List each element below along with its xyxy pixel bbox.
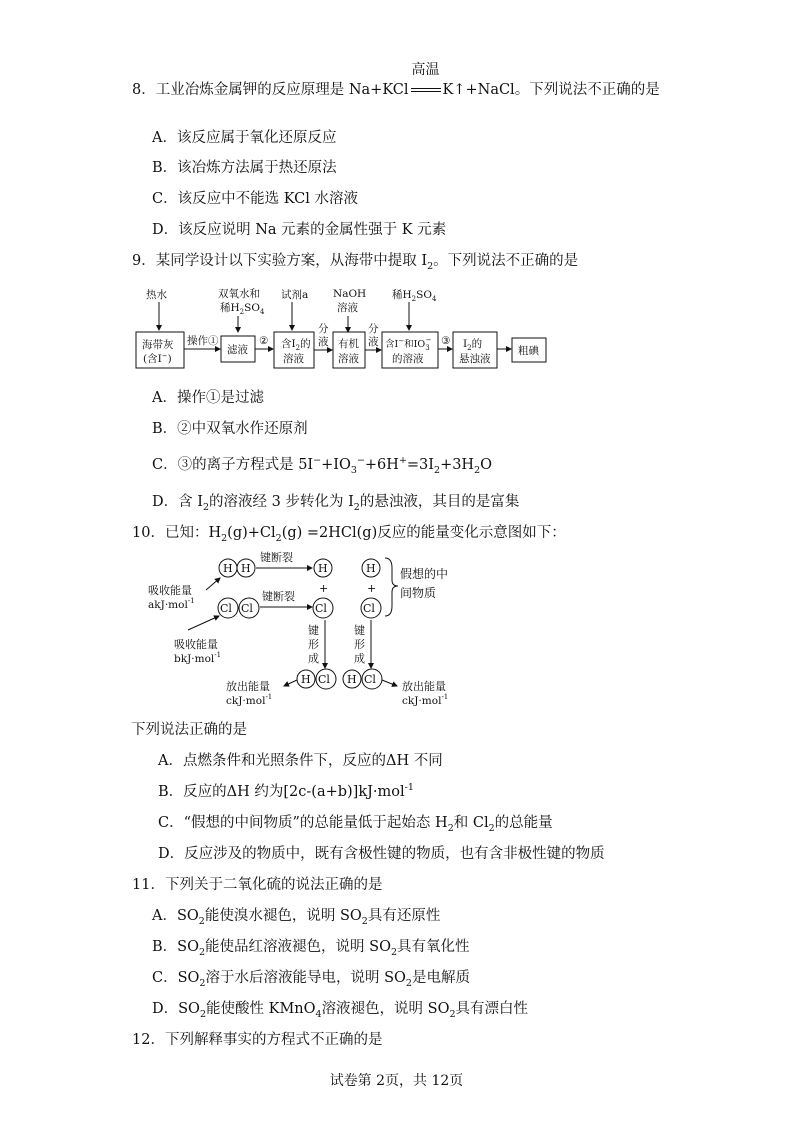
q12-stem: 12．下列解释事实的方程式不正确的是 (132, 1032, 383, 1048)
q8-option-d: D．该反应说明 Na 元素的金属性强于 K 元素 (152, 222, 447, 238)
q11-option-a: A．$SO_2$能使溴水褪色，说明 $SO_2$具有还原性 (152, 908, 441, 927)
q8-option-b: B．该冶炼方法属于热还原法 (152, 160, 337, 176)
box-i-io3-label-1: 含I−和$IO_3-$ (385, 336, 432, 352)
q9-option-c: C．③的离子方程式是 $5I^-+IO_3^-+6H^+=3I_2+3H_2O$ (152, 455, 493, 476)
reagent-a: 试剂a (281, 289, 309, 301)
step3-label: ③ (441, 335, 451, 347)
bond-form-label: 形 (308, 638, 319, 651)
atom-cl-label: Cl (364, 673, 376, 686)
atom-cl-label: Cl (315, 602, 327, 615)
q10-option-c: C．“假想的中间物质”的总能量低于起始态 $H_2$和 $Cl_2$的总能量 (158, 815, 553, 834)
box-ash-label-2: (含I−) (143, 352, 172, 365)
absorb-a-label-2: akJ·mol$^{-1}$ (148, 597, 195, 611)
plus-sign: + (319, 582, 329, 595)
absorb-b-label-1: 吸收能量 (174, 638, 218, 651)
reagent-h2o2-2: 稀$H_2SO_4$ (220, 302, 265, 316)
atom-h-label: H (318, 562, 328, 575)
reagent-naoh-1: NaOH (333, 288, 367, 300)
q8-option-c: C．该反应中不能选 KCl 水溶液 (152, 191, 358, 207)
q10-prompt: 下列说法正确的是 (131, 722, 247, 738)
q11-stem: 11．下列关于二氧化硫的说法正确的是 (132, 877, 383, 893)
sep-label-2: 液 (368, 336, 379, 348)
bond-form-label: 键 (308, 624, 319, 637)
q9-option-b: B．②中双氧水作还原剂 (152, 421, 308, 437)
atom-cl-label: Cl (318, 673, 330, 686)
q10-option-a: A．点燃条件和光照条件下，反应的ΔH 不同 (158, 753, 443, 769)
q10-stem: 10．已知：$H_2(g)+Cl_2(g) =2HCl(g)$反应的能量变化示意图如下： (132, 525, 566, 544)
bond-form-label: 键 (354, 624, 365, 637)
condition-label: 高温 (411, 62, 440, 78)
plus-sign: + (367, 582, 377, 595)
equals-sign (411, 88, 441, 92)
box-i2-label-2: 溶液 (283, 353, 304, 365)
sub: 2 (427, 260, 434, 272)
sep-label-2: 液 (318, 336, 329, 348)
sep-label-1: 分 (368, 323, 379, 335)
step2-label: ② (259, 335, 269, 347)
release-label-right-1: 放出能量 (402, 680, 446, 693)
arrow (284, 680, 297, 686)
q9-stem-pre: 9．某同学设计以下实验方案，从海带中提取 I (132, 253, 428, 269)
absorb-a-label-1: 吸收能量 (148, 584, 192, 597)
q9-option-a: A．操作①是过滤 (152, 390, 264, 406)
page-footer: 试卷第 2页，共 12页 (329, 1073, 464, 1089)
q9-stem-post: 。下列说法不正确的是 (433, 253, 579, 269)
q10-energy-diagram (140, 550, 480, 715)
reagent-h2so4: 稀$H_2SO_4$ (392, 289, 437, 303)
q10-option-b: B．反应的ΔH 约为[2c-(a+b)]kJ·mol$^{-1}$ (158, 782, 414, 800)
box-i-io3-label-2: 的溶液 (392, 353, 424, 365)
q8-stem-post: K↑+NaCl。下列说法不正确的是 (442, 82, 660, 98)
bond-form-label: 形 (354, 638, 365, 651)
bond-break-label-2: 键断裂 (262, 590, 295, 603)
q11-option-c: C．$SO_2$溶于水后溶液能导电，说明 $SO_2$是电解质 (152, 970, 470, 989)
brace (385, 558, 398, 616)
box-suspension-label-1: $I_2$的 (463, 338, 483, 352)
box-crude-iodine-label: 粗碘 (518, 345, 539, 357)
release-label-right-2: ckJ·mol$^{-1}$ (402, 693, 449, 707)
step1-label: 操作① (187, 335, 219, 347)
hypothetical-label-1: 假想的中 (400, 567, 449, 581)
atom-cl-label: Cl (363, 602, 375, 615)
arrow (188, 616, 219, 630)
q9-stem (132, 251, 578, 271)
box-filtrate-label: 滤液 (227, 344, 248, 356)
q11-option-d: D．$SO_2$能使酸性 KMnO$_4$溶液褪色，说明 $SO_2$具有漂白性 (152, 1001, 529, 1020)
q11-option-b: B．$SO_2$能使品红溶液褪色，说明 $SO_2$具有氧化性 (152, 939, 470, 958)
sep-label-1: 分 (318, 323, 329, 335)
bond-form-label: 成 (308, 652, 319, 665)
release-label-left-2: ckJ·mol$^{-1}$ (226, 693, 273, 707)
atom-h-label: H (347, 673, 357, 686)
reagent-h2o2-1: 双氧水和 (218, 288, 260, 300)
atom-cl-label: Cl (241, 602, 253, 615)
q8-option-a: A．该反应属于氧化还原反应 (152, 130, 337, 146)
bond-form-label: 成 (354, 652, 365, 665)
hypothetical-label-2: 间物质 (400, 586, 437, 600)
arrow (206, 578, 220, 590)
atom-h-label: H (223, 562, 233, 575)
box-organic-label-1: 有机 (338, 338, 359, 350)
q9-option-d: D．含 $I_2$的溶液经 3 步转化为 $I_2$的悬浊液，其目的是富集 (152, 494, 520, 513)
atom-h-label: H (241, 562, 251, 575)
q8-stem (132, 62, 660, 100)
atom-h-label: H (301, 673, 311, 686)
box-suspension-label-2: 悬浊液 (459, 353, 491, 365)
box-ash-label-1: 海带灰 (142, 339, 174, 351)
release-label-left-1: 放出能量 (226, 680, 270, 693)
q9-flow-diagram (130, 282, 560, 382)
atom-cl-label: Cl (220, 602, 232, 615)
absorb-b-label-2: bkJ·mol$^{-1}$ (174, 651, 222, 665)
reagent-hot-water: 热水 (146, 289, 167, 301)
box-i2-label-1: 含$I_2$的 (281, 338, 311, 352)
bond-break-label-1: 键断裂 (260, 551, 293, 564)
q10-option-d: D．反应涉及的物质中，既有含极性键的物质，也有含非极性键的物质 (158, 846, 605, 862)
box-organic-label-2: 溶液 (338, 353, 359, 365)
atom-h-label: H (366, 562, 376, 575)
reaction-condition (411, 62, 441, 100)
arrow (382, 680, 397, 686)
reagent-naoh-2: 溶液 (337, 302, 358, 314)
q8-stem-pre: 8．工业冶炼金属钾的反应原理是 Na+KCl (132, 82, 409, 98)
